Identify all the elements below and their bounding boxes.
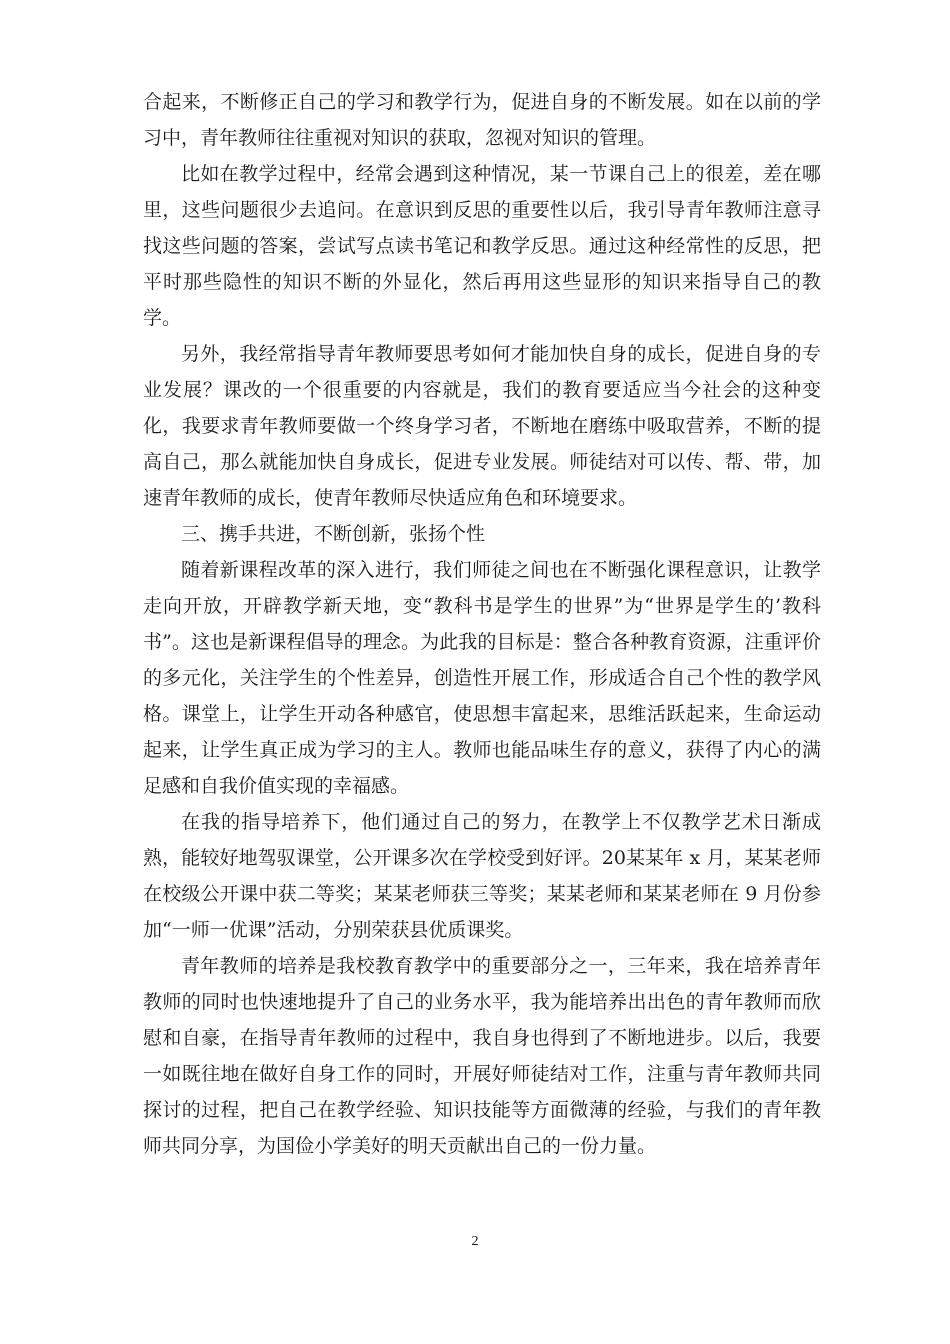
paragraph-reflection: 比如在教学过程中，经常会遇到这种情况，某一节课自己上的很差，差在哪里，这些问题很少去追问。在意识到反思的重要性以后，我引导青年教师注意寻找这些问题的答案，尝试写点读书笔记和教学反思。通过这种经常性的反思，把平时那些隐性的知识不断的外显化，然后再用这些显形的知识来指导自己的教学。 [143,163,821,329]
paragraph-professional-growth: 另外，我经常指导青年教师要思考如何才能加快自身的成长，促进自身的专业发展？课改的一个很重要的内容就是，我们的教育要适应当今社会的这种变化，我要求青年教师要做一个终身学习者，不断地在磨练中吸取营养，不断的提高自己，那么就能加快自身成长，促进专业发展。师徒结对可以传、帮、带，加速青年教师的成长，使青年教师尽快适应角色和环境要求。 [143,343,821,509]
paragraph-achievements: 在我的指导培养下，他们通过自己的努力，在教学上不仅教学艺术日渐成熟，能较好地驾驭课堂，公开课多次在学校受到好评。20某某年 x 月，某某老师在校级公开课中获二等奖；某某老师获三等奖；某某老师和某某老师在 9 月份参加“一师一优课”活动，分别荣获县优质课奖。 [143,811,821,941]
page-number: 2 [471,1234,479,1249]
paragraph-conclusion: 青年教师的培养是我校教育教学中的重要部分之一，三年来，我在培养青年教师的同时也快速地提升了自己的业务水平，我为能培养出出色的青年教师而欣慰和自豪，在指导青年教师的过程中，我自身也得到了不断地进步。以后，我要一如既往地在做好自身工作的同时，开展好师徒结对工作，注重与青年教师共同探讨的过程，把自己在教学经验、知识技能等方面微薄的经验，与我们的青年教师共同分享，为国俭小学美好的明天贡献出自己的一份力量。 [143,955,821,1157]
document-body [143,84,821,1164]
paragraph-curriculum-reform: 随着新课程改革的深入进行，我们师徒之间也在不断强化课程意识，让教学走向开放，开辟教学新天地，变“教科书是学生的世界”为“世界是学生的’教科书”。这也是新课程倡导的理念。为此我的目标是：整合各种教育资源，注重评价的多元化，关注学生的个性差异，创造性开展工作，形成适合自己个性的教学风格。课堂上，让学生开动各种感官，使思想丰富起来，思维活跃起来，生命运动起来，让学生真正成为学习的主人。教师也能品味生存的意义，获得了内心的满足感和自我价值实现的幸福感。 [143,559,821,797]
paragraph-continuation: 合起来，不断修正自己的学习和教学行为，促进自身的不断发展。如在以前的学习中，青年教师往往重视对知识的获取，忽视对知识的管理。 [143,91,821,149]
section-heading: 三、携手共进，不断创新，张扬个性 [181,523,486,545]
